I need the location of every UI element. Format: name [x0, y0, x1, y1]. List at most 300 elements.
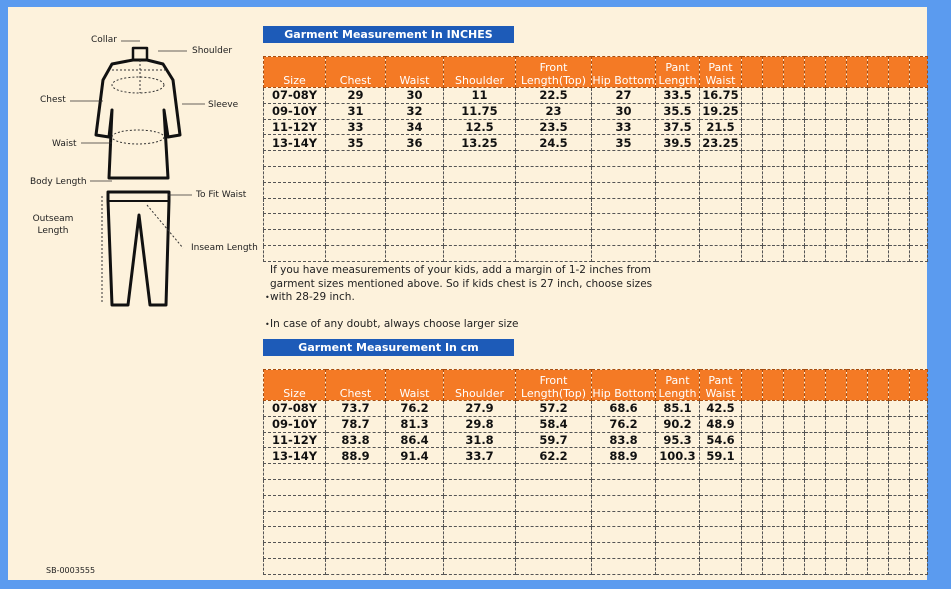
empty-cell	[656, 198, 700, 214]
table-cell: 23.5	[516, 119, 592, 135]
empty-cell	[868, 151, 889, 167]
table-cell: 24.5	[516, 135, 592, 151]
empty-cell	[847, 88, 868, 104]
table-row	[264, 119, 928, 135]
inches-table-title: Garment Measurement In INCHES	[263, 26, 514, 43]
empty-cell	[805, 558, 826, 574]
empty-cell	[805, 527, 826, 543]
empty-cell	[847, 448, 868, 464]
empty-cell	[910, 166, 928, 182]
empty-cell	[826, 230, 847, 246]
empty-cell	[516, 543, 592, 559]
empty-cell	[516, 558, 592, 574]
empty-header-cell	[742, 57, 763, 88]
empty-cell	[592, 479, 656, 495]
table-row	[264, 401, 928, 417]
empty-cell	[784, 495, 805, 511]
table-cell: 35.5	[656, 103, 700, 119]
empty-cell	[784, 511, 805, 527]
empty-cell	[742, 464, 763, 480]
empty-cell	[868, 401, 889, 417]
empty-cell	[868, 135, 889, 151]
empty-cell	[700, 543, 742, 559]
empty-cell	[889, 416, 910, 432]
table-cell: 91.4	[386, 448, 444, 464]
empty-cell	[826, 245, 847, 261]
column-header: Front Length(Top)	[516, 370, 592, 401]
table-cell: 11.75	[444, 103, 516, 119]
empty-cell	[889, 135, 910, 151]
empty-cell	[847, 558, 868, 574]
empty-cell	[763, 135, 784, 151]
empty-cell	[805, 511, 826, 527]
empty-cell	[516, 214, 592, 230]
empty-cell	[889, 543, 910, 559]
empty-cell	[326, 198, 386, 214]
empty-cell	[784, 198, 805, 214]
table-cell: 86.4	[386, 432, 444, 448]
empty-cell	[700, 527, 742, 543]
table-header-row	[264, 370, 928, 401]
empty-cell	[847, 432, 868, 448]
empty-header-cell	[868, 57, 889, 88]
empty-cell	[868, 495, 889, 511]
empty-cell	[742, 182, 763, 198]
empty-cell	[326, 151, 386, 167]
table-header-row	[264, 57, 928, 88]
empty-cell	[386, 198, 444, 214]
empty-header-cell	[763, 370, 784, 401]
empty-cell	[656, 151, 700, 167]
empty-cell	[910, 479, 928, 495]
table-cell: 95.3	[656, 432, 700, 448]
empty-row	[264, 245, 928, 261]
table-cell: 30	[592, 103, 656, 119]
empty-row	[264, 558, 928, 574]
empty-header-cell	[742, 370, 763, 401]
column-header: Chest	[326, 57, 386, 88]
empty-cell	[910, 495, 928, 511]
empty-cell	[889, 198, 910, 214]
label-body-length: Body Length	[30, 177, 87, 187]
table-cell: 58.4	[516, 416, 592, 432]
empty-cell	[889, 495, 910, 511]
empty-cell	[700, 166, 742, 182]
empty-header-cell	[889, 57, 910, 88]
column-header: Hip Bottom	[592, 57, 656, 88]
table-cell: 39.5	[656, 135, 700, 151]
table-cell: 23	[516, 103, 592, 119]
empty-cell	[444, 198, 516, 214]
column-header: Pant Waist	[700, 57, 742, 88]
label-chest: Chest	[40, 95, 66, 105]
empty-cell	[763, 558, 784, 574]
empty-cell	[868, 527, 889, 543]
table-cell: 33.7	[444, 448, 516, 464]
empty-cell	[868, 198, 889, 214]
table-cell: 22.5	[516, 88, 592, 104]
empty-cell	[910, 464, 928, 480]
empty-header-cell	[868, 370, 889, 401]
table-cell: 30	[386, 88, 444, 104]
empty-cell	[826, 527, 847, 543]
empty-cell	[889, 432, 910, 448]
bullet-icon: •	[265, 293, 270, 302]
empty-cell	[742, 543, 763, 559]
table-cell: 83.8	[592, 432, 656, 448]
empty-cell	[763, 245, 784, 261]
empty-cell	[742, 135, 763, 151]
empty-row	[264, 198, 928, 214]
empty-cell	[826, 448, 847, 464]
table-cell: 16.75	[700, 88, 742, 104]
note-margin: If you have measurements of your kids, add a margin of 1-2 inches from garment sizes mentioned above. So if kids chest is 27 inch, choose sizes with 28-29 inch.	[270, 264, 653, 303]
empty-cell	[742, 495, 763, 511]
table-cell: 37.5	[656, 119, 700, 135]
table-cell: 76.2	[386, 401, 444, 417]
table-cell: 35	[326, 135, 386, 151]
empty-cell	[826, 119, 847, 135]
empty-cell	[656, 527, 700, 543]
empty-cell	[910, 511, 928, 527]
table-cell: 07-08Y	[264, 88, 326, 104]
empty-cell	[847, 543, 868, 559]
empty-cell	[910, 119, 928, 135]
empty-cell	[656, 558, 700, 574]
empty-cell	[763, 416, 784, 432]
table-cell: 31.8	[444, 432, 516, 448]
empty-cell	[264, 230, 326, 246]
empty-cell	[805, 214, 826, 230]
empty-cell	[742, 198, 763, 214]
table-row	[264, 135, 928, 151]
empty-cell	[592, 166, 656, 182]
table-cell: 13-14Y	[264, 135, 326, 151]
empty-cell	[386, 511, 444, 527]
empty-cell	[826, 543, 847, 559]
empty-cell	[386, 527, 444, 543]
empty-cell	[889, 464, 910, 480]
table-cell: 73.7	[326, 401, 386, 417]
empty-cell	[700, 558, 742, 574]
label-waist: Waist	[52, 139, 77, 149]
table-cell: 23.25	[700, 135, 742, 151]
table-cell: 21.5	[700, 119, 742, 135]
empty-cell	[516, 182, 592, 198]
table-cell: 34	[386, 119, 444, 135]
empty-cell	[763, 151, 784, 167]
column-header: Hip Bottom	[592, 370, 656, 401]
empty-cell	[805, 166, 826, 182]
empty-cell	[742, 448, 763, 464]
table-cell: 29	[326, 88, 386, 104]
empty-cell	[868, 166, 889, 182]
empty-cell	[868, 182, 889, 198]
table-cell: 13.25	[444, 135, 516, 151]
empty-cell	[656, 182, 700, 198]
table-cell: 48.9	[700, 416, 742, 432]
empty-row	[264, 543, 928, 559]
empty-cell	[516, 151, 592, 167]
empty-cell	[444, 182, 516, 198]
empty-cell	[326, 558, 386, 574]
empty-cell	[264, 214, 326, 230]
empty-cell	[784, 135, 805, 151]
column-header: Shoulder	[444, 370, 516, 401]
empty-cell	[868, 416, 889, 432]
table-cell: 31	[326, 103, 386, 119]
empty-cell	[847, 119, 868, 135]
table-cell: 83.8	[326, 432, 386, 448]
empty-cell	[264, 182, 326, 198]
empty-cell	[742, 245, 763, 261]
column-header: Chest	[326, 370, 386, 401]
empty-cell	[784, 119, 805, 135]
empty-cell	[656, 214, 700, 230]
empty-cell	[326, 214, 386, 230]
table-cell: 42.5	[700, 401, 742, 417]
empty-cell	[516, 464, 592, 480]
empty-header-cell	[826, 57, 847, 88]
column-header: Pant Waist	[700, 370, 742, 401]
empty-cell	[826, 103, 847, 119]
table-cell: 88.9	[326, 448, 386, 464]
empty-cell	[763, 495, 784, 511]
empty-cell	[784, 245, 805, 261]
empty-cell	[386, 214, 444, 230]
empty-cell	[889, 103, 910, 119]
empty-cell	[826, 88, 847, 104]
empty-cell	[889, 245, 910, 261]
pants-outline	[108, 192, 169, 305]
table-cell: 27	[592, 88, 656, 104]
empty-cell	[889, 151, 910, 167]
empty-cell	[592, 543, 656, 559]
table-cell: 13-14Y	[264, 448, 326, 464]
column-header: Size	[264, 57, 326, 88]
empty-cell	[784, 448, 805, 464]
empty-cell	[656, 464, 700, 480]
empty-cell	[264, 495, 326, 511]
table-cell: 57.2	[516, 401, 592, 417]
kurta-outline	[96, 60, 180, 178]
empty-header-cell	[910, 370, 928, 401]
empty-cell	[868, 245, 889, 261]
empty-header-cell	[763, 57, 784, 88]
empty-cell	[805, 135, 826, 151]
label-collar: Collar	[91, 35, 118, 45]
label-shoulder: Shoulder	[192, 46, 233, 56]
empty-cell	[264, 245, 326, 261]
empty-cell	[889, 88, 910, 104]
table-row	[264, 448, 928, 464]
empty-cell	[889, 214, 910, 230]
empty-cell	[805, 543, 826, 559]
empty-cell	[826, 432, 847, 448]
empty-cell	[742, 401, 763, 417]
empty-cell	[742, 527, 763, 543]
empty-cell	[910, 245, 928, 261]
empty-cell	[742, 230, 763, 246]
empty-cell	[592, 558, 656, 574]
empty-cell	[847, 182, 868, 198]
empty-cell	[868, 88, 889, 104]
empty-cell	[784, 479, 805, 495]
table-cell: 85.1	[656, 401, 700, 417]
empty-cell	[516, 527, 592, 543]
empty-cell	[826, 479, 847, 495]
empty-cell	[264, 511, 326, 527]
empty-cell	[444, 495, 516, 511]
note-larger-size: In case of any doubt, always choose larger size	[270, 318, 519, 330]
empty-cell	[700, 464, 742, 480]
empty-row	[264, 214, 928, 230]
table-cell: 11	[444, 88, 516, 104]
empty-cell	[444, 527, 516, 543]
empty-cell	[868, 543, 889, 559]
empty-cell	[784, 103, 805, 119]
empty-cell	[910, 230, 928, 246]
table-cell: 81.3	[386, 416, 444, 432]
empty-cell	[784, 401, 805, 417]
empty-cell	[784, 464, 805, 480]
empty-cell	[805, 448, 826, 464]
empty-cell	[826, 464, 847, 480]
empty-cell	[444, 543, 516, 559]
empty-cell	[742, 558, 763, 574]
empty-cell	[763, 511, 784, 527]
empty-cell	[763, 182, 784, 198]
empty-cell	[868, 464, 889, 480]
table-cell: 12.5	[444, 119, 516, 135]
empty-cell	[763, 527, 784, 543]
empty-cell	[742, 416, 763, 432]
empty-cell	[516, 479, 592, 495]
table-row	[264, 416, 928, 432]
empty-header-cell	[847, 57, 868, 88]
table-cell: 33	[326, 119, 386, 135]
empty-cell	[264, 527, 326, 543]
bullet-icon: •	[265, 320, 270, 329]
empty-cell	[868, 230, 889, 246]
empty-cell	[910, 135, 928, 151]
empty-cell	[847, 479, 868, 495]
empty-cell	[826, 401, 847, 417]
empty-cell	[656, 166, 700, 182]
empty-cell	[763, 448, 784, 464]
empty-cell	[784, 88, 805, 104]
empty-cell	[386, 558, 444, 574]
empty-row	[264, 479, 928, 495]
empty-cell	[444, 214, 516, 230]
empty-cell	[516, 511, 592, 527]
empty-cell	[763, 166, 784, 182]
empty-cell	[889, 527, 910, 543]
empty-cell	[784, 230, 805, 246]
empty-cell	[326, 511, 386, 527]
empty-cell	[264, 464, 326, 480]
empty-cell	[847, 103, 868, 119]
empty-cell	[805, 230, 826, 246]
empty-cell	[889, 511, 910, 527]
empty-cell	[326, 527, 386, 543]
table-cell: 90.2	[656, 416, 700, 432]
empty-cell	[516, 198, 592, 214]
label-inseam-length: Inseam Length	[191, 243, 258, 253]
empty-cell	[847, 214, 868, 230]
empty-cell	[656, 495, 700, 511]
empty-cell	[910, 558, 928, 574]
empty-cell	[868, 511, 889, 527]
empty-cell	[910, 543, 928, 559]
empty-cell	[826, 151, 847, 167]
empty-cell	[805, 464, 826, 480]
empty-cell	[910, 527, 928, 543]
empty-cell	[784, 527, 805, 543]
empty-cell	[805, 182, 826, 198]
column-header: Pant Length	[656, 57, 700, 88]
empty-cell	[742, 432, 763, 448]
empty-row	[264, 495, 928, 511]
empty-cell	[889, 230, 910, 246]
table-cell: 36	[386, 135, 444, 151]
empty-cell	[826, 558, 847, 574]
empty-cell	[700, 214, 742, 230]
empty-cell	[784, 182, 805, 198]
empty-cell	[656, 245, 700, 261]
empty-cell	[700, 511, 742, 527]
table-cell: 62.2	[516, 448, 592, 464]
empty-cell	[847, 166, 868, 182]
empty-cell	[826, 135, 847, 151]
empty-cell	[868, 558, 889, 574]
empty-row	[264, 166, 928, 182]
empty-cell	[763, 119, 784, 135]
table-cell: 19.25	[700, 103, 742, 119]
table-cell: 11-12Y	[264, 119, 326, 135]
empty-cell	[805, 151, 826, 167]
empty-cell	[656, 230, 700, 246]
empty-cell	[386, 230, 444, 246]
empty-cell	[444, 245, 516, 261]
empty-cell	[805, 119, 826, 135]
empty-cell	[784, 543, 805, 559]
empty-cell	[847, 495, 868, 511]
label-outseam-length: Outseam Length	[32, 214, 74, 236]
empty-cell	[805, 416, 826, 432]
empty-cell	[592, 230, 656, 246]
empty-cell	[326, 495, 386, 511]
empty-cell	[700, 245, 742, 261]
empty-header-cell	[847, 370, 868, 401]
empty-cell	[805, 245, 826, 261]
empty-cell	[386, 495, 444, 511]
table-row	[264, 432, 928, 448]
empty-cell	[805, 103, 826, 119]
empty-header-cell	[910, 57, 928, 88]
empty-cell	[847, 511, 868, 527]
empty-cell	[444, 151, 516, 167]
empty-cell	[847, 401, 868, 417]
empty-cell	[264, 543, 326, 559]
empty-cell	[326, 230, 386, 246]
empty-cell	[592, 182, 656, 198]
empty-cell	[910, 448, 928, 464]
empty-cell	[592, 151, 656, 167]
empty-cell	[386, 479, 444, 495]
empty-cell	[805, 198, 826, 214]
empty-cell	[889, 182, 910, 198]
